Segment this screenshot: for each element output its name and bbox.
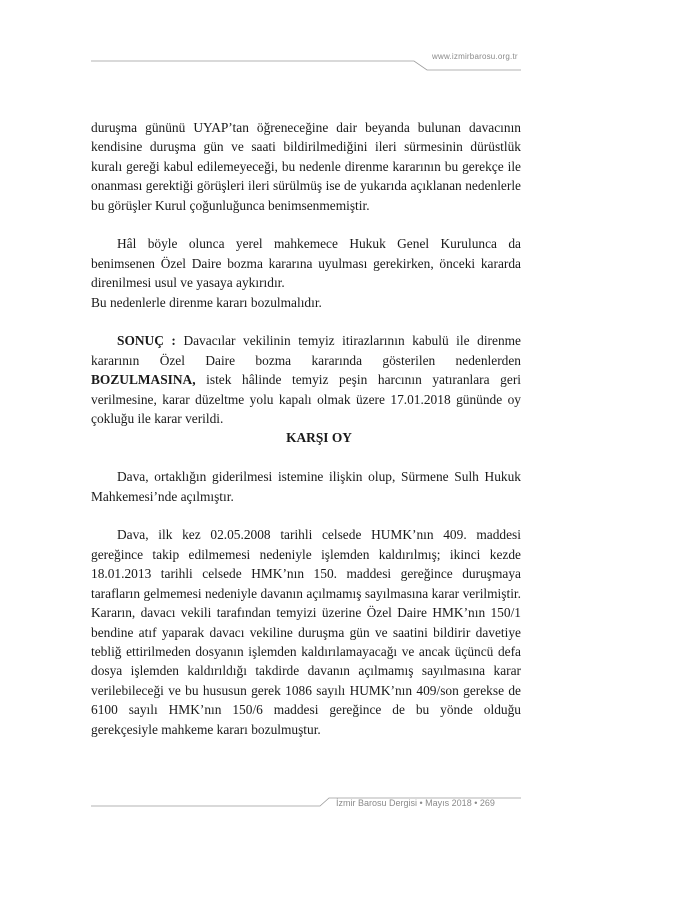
paragraph-dava-ilk-kez: Dava, ilk kez 02.05.2008 tarihli celsede HUMK’nın 409. maddesi gereğince takip edilmemesi nedeniyle işlemden kaldırılmış; ikinci kezde 18.01.2013 tarihli celsede HMK’nın 150. maddesi gereğince duruşmaya tarafların gelmemesi nedeniyle davanın açılmamış sayılmasına karar verilmiştir. Kararın, davacı vekili tarafından temyizi üzerine Özel Daire HMK’nın 150/1 bendine atıf yaparak davacı vekiline duruşma gün ve saatini bildirir davetiye tebliğ ettirilmeden dosyanın işlemden kaldırılamayacağı ve ancak üçüncü defa dosya işlemden kaldırıldığı takdirde davanın açılmamış sayılmasına karar verilebileceği ve bu hususun gerek 1086 sayılı HUMK’nın 409/son gerekse de 6100 sayılı HMK’nın 150/6 maddesi gereğince de bu yönde olduğu gerekçesiyle mahkeme kararı bozulmuştur. (91, 527, 521, 737)
paragraph-dava-ortaklik: Dava, ortaklığın giderilmesi istemine ilişkin olup, Sürmene Sulh Hukuk Mahkemesi’nde açılmıştır. (91, 469, 521, 504)
paragraph-continued: duruşma gününü UYAP’tan öğreneceğine dair beyanda bulunan davacının kendisine duruşma gün ve saati bildirilmediğini ileri sürmesinin dürüstlük kuralı gereği kabul edilemeyeceği, bu nedenle direnme kararının bu gerekçe ile onanması gerektiği görüşleri ileri sürülmüş ise de yukarıda açıklanan nedenlerle bu görüşler Kurul çoğunluğunca benimsenmemiştir. (91, 120, 521, 213)
section-heading-karsi-oy: KARŞI OY (286, 430, 352, 446)
sonuc-label: SONUÇ : (117, 333, 176, 349)
footer-rule (0, 790, 700, 830)
sonuc-text-a: Davacılar vekilinin temyiz itirazlarının kabulü ile direnme kararının Özel Daire bozma kararında gösterilen nedenlerden (91, 333, 521, 368)
header-rule (0, 0, 700, 80)
sonuc-bozulmasina: BOZULMASINA, (91, 372, 196, 388)
paragraph-hal-boyle: Hâl böyle olunca yerel mahkemece Hukuk Genel Kurulunca da benimsenen Özel Daire bozma kararına uyulması gerekirken, önceki kararda direnilmesi usul ve yasaya aykırıdır. (91, 236, 521, 291)
header-url: www.izmirbarosu.org.tr (432, 52, 518, 61)
footer-journal-info: İzmir Barosu Dergisi • Mayıs 2018 • 269 (336, 798, 495, 808)
paragraph-bu-nedenlerle: Bu nedenlerle direnme kararı bozulmalıdır. (91, 294, 322, 310)
body-text (91, 118, 521, 739)
sonuc-text-b: istek hâlinde temyiz peşin harcının yatıranlara geri verilmesine, karar düzeltme yolu kapalı olmak üzere 17.01.2018 gününde oy çokluğu ile karar verildi. (91, 372, 521, 427)
paragraph-sonuc (91, 331, 521, 428)
